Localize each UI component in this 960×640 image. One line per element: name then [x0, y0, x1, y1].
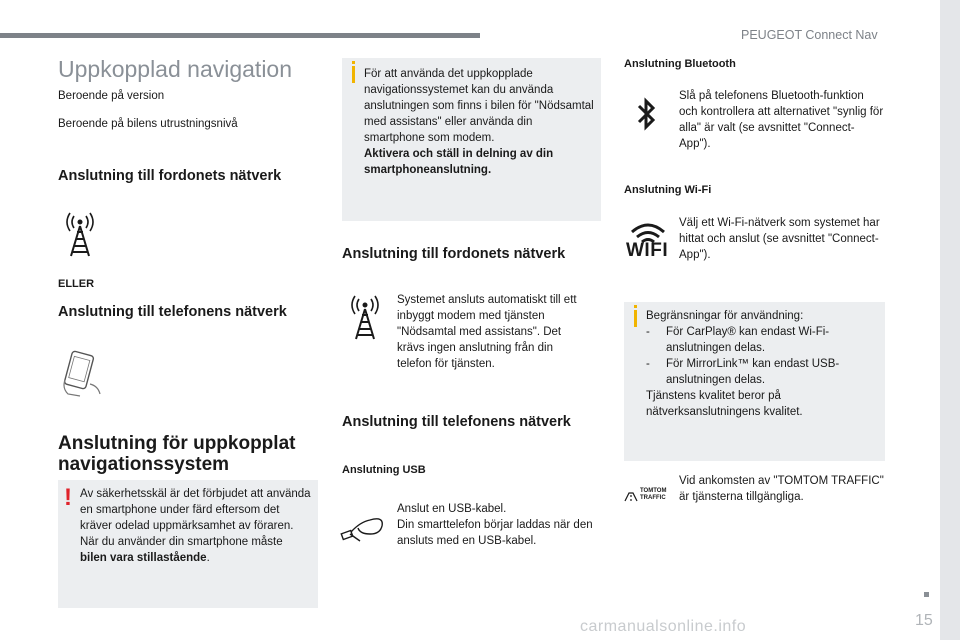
bluetooth-icon	[636, 96, 658, 132]
heading-phone-network-2: Anslutning till telefonens nätverk	[342, 414, 571, 430]
info-modem-text	[364, 66, 596, 178]
antenna-icon-2	[345, 295, 385, 341]
heading-wifi: Anslutning Wi-Fi	[624, 184, 712, 196]
antenna-icon	[60, 212, 100, 258]
heading-connected-navigation: Anslutning för uppkopplat navigationssystem	[58, 433, 296, 475]
wifi-icon-label: WIFI	[626, 240, 669, 261]
warning-line1: Av säkerhetsskäl är det förbjudet att använda en smartphone under färd eftersom det kräver odelad uppmärksamhet av föraren.	[80, 488, 311, 532]
warning-box	[58, 480, 318, 608]
page-mark	[924, 592, 929, 597]
header-bar	[0, 33, 480, 38]
info-icon-2	[634, 310, 637, 327]
info-icon-dot-2	[634, 305, 637, 308]
page-title: Uppkopplad navigation	[58, 56, 293, 82]
limitations-title: Begränsningar för användning:	[646, 310, 804, 322]
page-number: 15	[915, 612, 933, 629]
heading-vehicle-network: Anslutning till fordonets nätverk	[58, 168, 282, 184]
limitations-dash-2: -	[646, 358, 650, 370]
usb-text-line2: Din smarttelefon börjar laddas när den ansluts med en USB-kabel.	[397, 519, 593, 547]
info-box-limitations	[624, 302, 885, 461]
tomtom-logo-line1: TOMTOM	[640, 488, 667, 494]
vehicle-network-text: Systemet ansluts automatiskt till ett inbyggt modem med tjänsten "Nödsamtal med assistans". Det krävs ingen anslutning från din telefon för tjänsten.	[397, 294, 577, 370]
smartphone-icon	[60, 350, 106, 398]
header-label: PEUGEOT Connect Nav	[741, 28, 878, 42]
heading-usb: Anslutning USB	[342, 464, 426, 476]
limitations-item-1: För CarPlay® kan endast Wi-Fi-anslutningen delas.	[666, 326, 830, 354]
tomtom-logo-line2: TRAFFIC	[640, 495, 666, 501]
wifi-text: Välj ett Wi-Fi-nätverk som systemet har hittat och anslut (se avsnittet "Connect-App").	[679, 217, 880, 261]
warning-text	[80, 486, 312, 566]
tomtom-text: Vid ankomsten av "TOMTOM TRAFFIC" är tjänsterna tillgängliga.	[679, 475, 884, 503]
limitations-footer: Tjänstens kvalitet beror på nätverksanslutningens kvalitet.	[646, 390, 803, 418]
warning-line2-prefix: När du använder din smartphone måste	[80, 536, 283, 548]
usb-cable-icon	[340, 508, 386, 544]
info-modem-bold: Aktivera och ställ in delning av din smartphoneanslutning.	[364, 148, 554, 176]
heading-vehicle-network-2: Anslutning till fordonets nätverk	[342, 246, 566, 262]
equipment-note: Beroende på bilens utrustningsnivå	[58, 118, 238, 130]
version-note: Beroende på version	[58, 90, 165, 102]
page-edge-strip	[940, 0, 960, 640]
or-label: ELLER	[58, 278, 95, 290]
info-icon-dot	[352, 61, 355, 64]
info-box-modem	[342, 58, 601, 221]
heading-bluetooth: Anslutning Bluetooth	[624, 58, 736, 70]
warning-icon: !	[64, 484, 72, 511]
warning-line2-suffix: .	[206, 552, 210, 564]
usb-text-line1: Anslut en USB-kabel.	[397, 503, 507, 515]
limitations-item-2: För MirrorLink™ kan endast USB-anslutningen delas.	[666, 358, 840, 386]
limitations-dash-1: -	[646, 326, 650, 338]
watermark: carmanualsonline.info	[580, 618, 747, 635]
heading-phone-network: Anslutning till telefonens nätverk	[58, 304, 287, 320]
bluetooth-text: Slå på telefonens Bluetooth-funktion och kontrollera att alternativet "synlig för alla" är valt (se avsnittet "Connect-App").	[679, 90, 884, 150]
info-icon	[352, 66, 355, 83]
warning-line2-bold: bilen vara stillastående	[80, 552, 207, 564]
info-modem-body: För att använda det uppkopplade navigationssystemet kan du använda anslutningen som finns i bilen för "Nödsamtal med assistans" eller använda din smartphone som modem.	[364, 68, 594, 144]
usb-text	[397, 501, 597, 549]
